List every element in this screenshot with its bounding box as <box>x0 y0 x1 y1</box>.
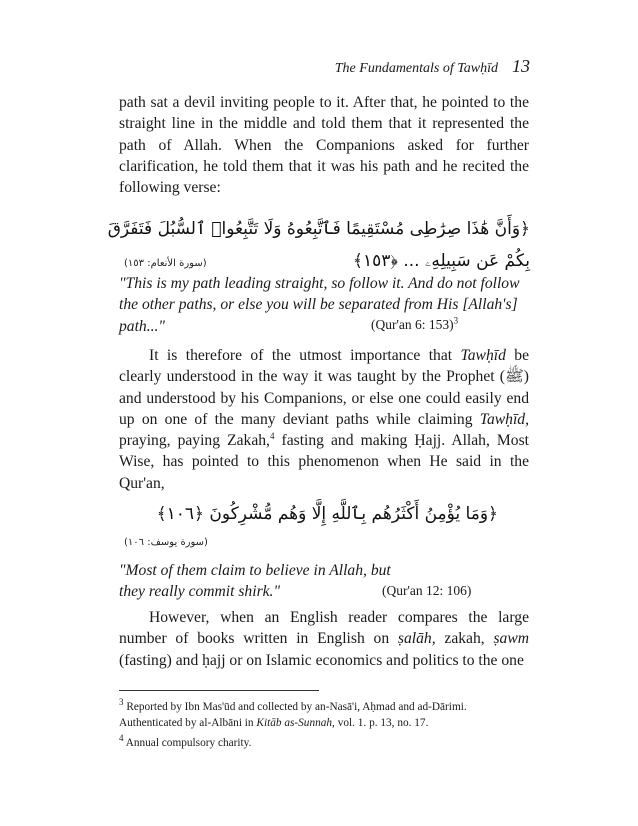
verse-1-citation <box>371 317 458 333</box>
verse-1-translation <box>119 273 529 337</box>
running-head <box>110 56 530 77</box>
verse-1-arabic-line-1: ﴿وَأَنَّ هَٰذَا صِرَٰطِى مُسْتَقِيمًا فَٱتَّبِعُوهُ وَلَا تَتَّبِعُوا۟ ٱلسُّبُلَ فَتَفَرَّقَ <box>107 219 530 239</box>
footnote-3 <box>119 697 529 731</box>
p3-text-1: However, when an English reader compares the large number of books written in English on <box>119 609 529 648</box>
p2-tawhid-2: Tawḥīd, <box>479 410 529 428</box>
p3-text-3: (fasting) and ḥajj or on Islamic economics and politics to the one <box>119 651 524 669</box>
footnote-ref-3: 3 <box>453 315 459 326</box>
p2-text-4: fasting and making Ḥajj. Allah, Most Wise, has pointed to this phenomenon when He said in the Qur'an, <box>119 432 529 492</box>
footnote-3-title: Kitāb as-Sunnah, <box>256 716 335 729</box>
paragraph-3 <box>119 607 529 671</box>
verse-1-surah-reference: (سورة الأنعام: ١٥٣) <box>124 258 207 269</box>
p2-text-2: be clearly understood in the way it was taught by the Prophet (ﷺ) and understood by his Companions, or else one could easily end up on one of the many deviant paths while claiming <box>119 347 530 428</box>
footnote-ref-4: 4 <box>269 431 275 441</box>
footnote-3-marker: 3 <box>119 697 124 708</box>
footnote-3-rest: vol. 1. p. 13, no. 17. <box>334 716 429 729</box>
verse-2-citation: (Qur'an 12: 106) <box>382 583 472 598</box>
verse-2-translation: "Most of them claim to believe in Allah, but they really commit shirk." <box>119 562 391 601</box>
footnote-4-text: Annual compulsory charity. <box>125 737 252 749</box>
p2-tawhid: Tawḥīd <box>460 347 506 364</box>
verse-1-arabic-line-2: بِكُمْ عَن سَبِيلِهِۦ ... ﴿١٥٣﴾ <box>353 251 530 271</box>
verse-1-translation-text: "This is my path leading straight, so follow it. And do not follow the other paths, or else you will be separated from His [Allah's] path..." <box>119 275 520 335</box>
footnote-3-text: Reported by Ibn Mas'ūd and collected by an-Nasā'i, Aḥmad and ad-Dārimi. Authenticated by al-Albāni in <box>119 701 467 729</box>
paragraph-1: path sat a devil inviting people to it. After that, he pointed to the straight line in the middle and told them that it represented the path of Allah. When the Companions asked for further clarification, he told them that it was his path and he recited the following verse: <box>119 94 529 197</box>
p3-salah: ṣalāh, <box>397 630 436 648</box>
footnote-separator <box>119 690 319 691</box>
footnote-4 <box>119 733 529 752</box>
paragraph-2 <box>119 345 529 494</box>
verse-1-citation-text: (Qur'an 6: 153) <box>371 317 454 332</box>
verse-2-surah-reference: (سورة يوسف: ١٠٦) <box>124 537 208 548</box>
p2-text-3: praying, paying Zakah, <box>119 432 270 450</box>
verse-2-arabic: ﴿وَمَا يُؤْمِنُ أَكْثَرُهُم بِٱللَّهِ إِلَّا وَهُم مُّشْرِكُونَ ﴿١٠٦﴾ <box>156 504 498 524</box>
page-number: 13 <box>512 56 530 76</box>
running-title: The Fundamentals of Tawḥīd <box>334 61 498 76</box>
p2-text-1: It is therefore of the utmost importance that <box>149 347 461 364</box>
p3-sawm: ṣawm <box>493 630 529 648</box>
footnote-4-marker: 4 <box>119 733 124 744</box>
p3-text-2: zakah, <box>435 630 494 648</box>
